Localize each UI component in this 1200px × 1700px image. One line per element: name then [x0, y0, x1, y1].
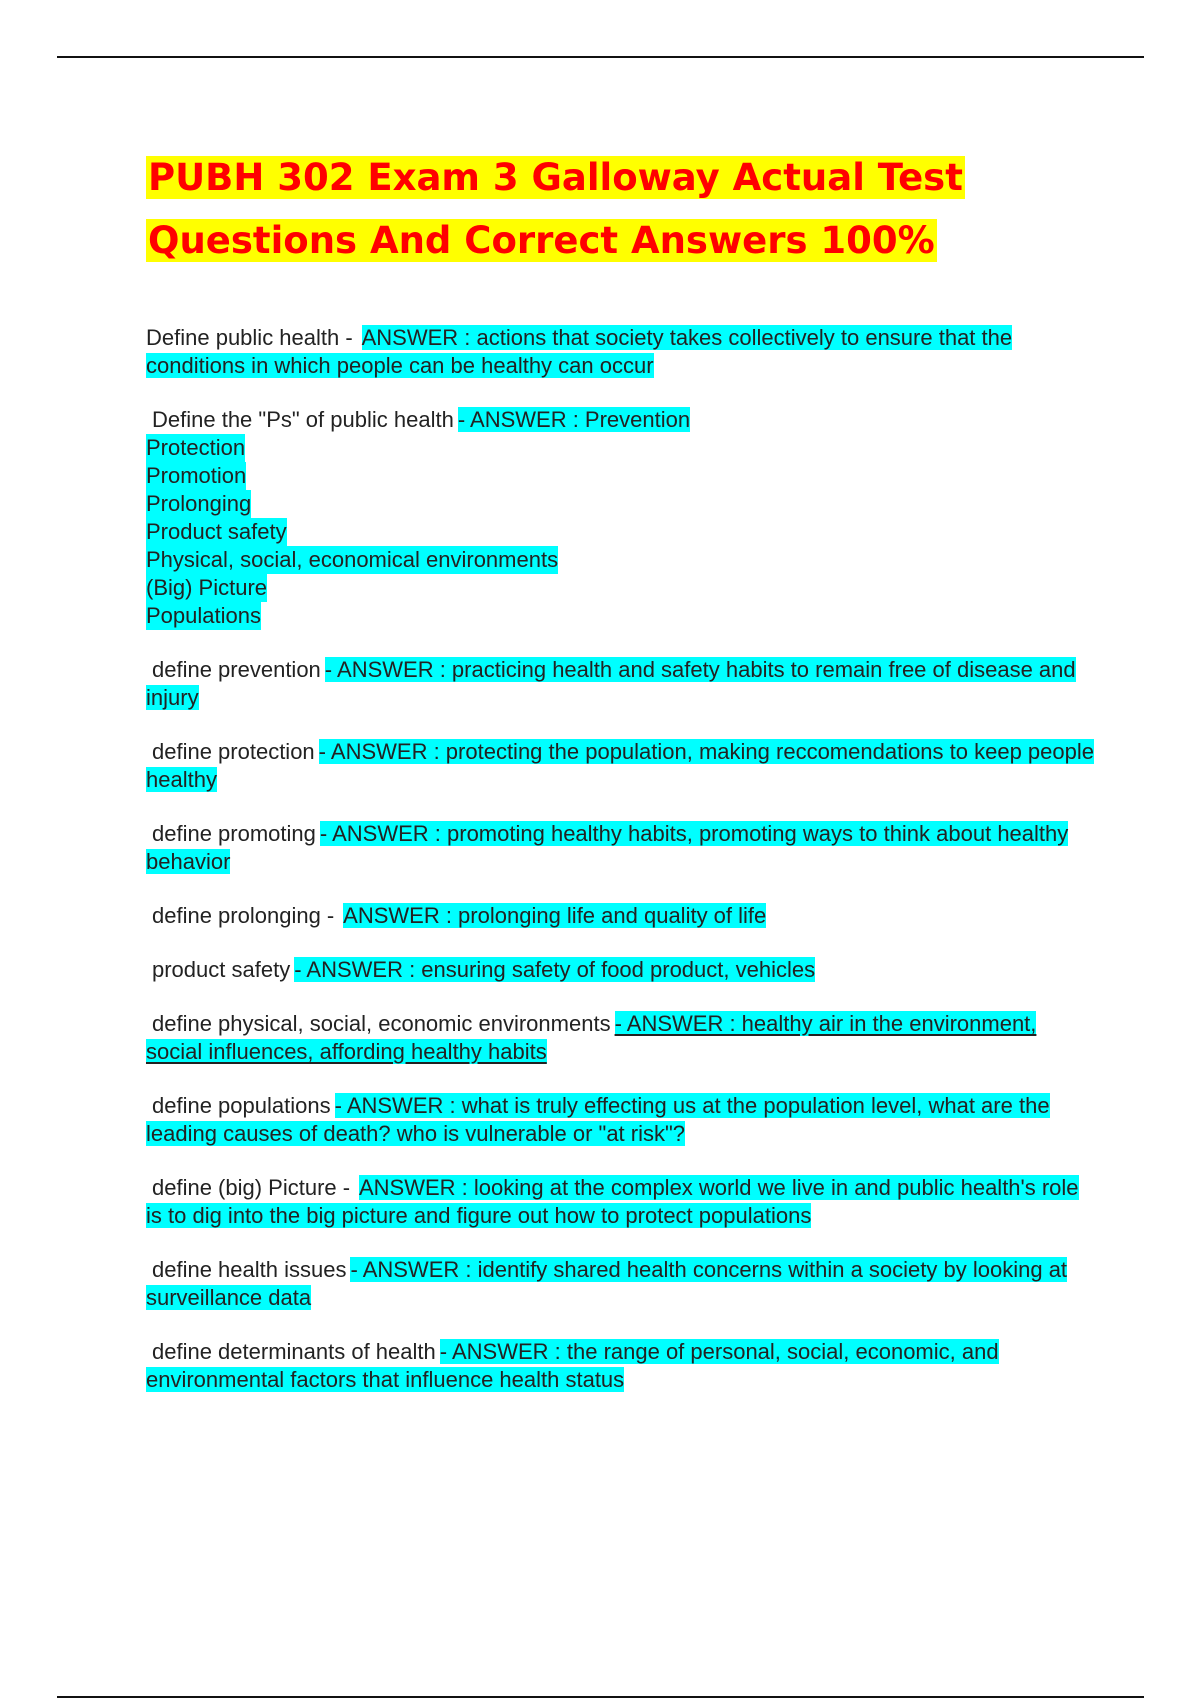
qa-item: [146, 1338, 1096, 1394]
qa-item: [146, 324, 1096, 380]
qa-item: [146, 406, 1096, 630]
answer-text: - ANSWER : healthy air in the environment, social influences, affording healthy habits: [146, 1011, 1037, 1064]
list-item: Populations: [146, 603, 261, 628]
question-text: define prolonging -: [152, 903, 335, 928]
answer-text: ANSWER : actions that society takes collectively to ensure that the conditions in which people can be healthy can occur: [146, 325, 1013, 378]
list-item: Prolonging: [146, 491, 252, 516]
question-text: define determinants of health: [152, 1339, 436, 1364]
qa-item: [146, 1010, 1096, 1066]
answer-text: ANSWER : prolonging life and quality of life: [343, 903, 767, 928]
answer-text: - ANSWER : the range of personal, social, economic, and environmental factors that influence health status: [146, 1339, 999, 1392]
qa-item: [146, 956, 1096, 984]
question-text: Define public health -: [146, 325, 353, 350]
answer-text: - ANSWER : promoting healthy habits, promoting ways to think about healthy behavior: [146, 821, 1069, 874]
question-text: Define the "Ps" of public health: [152, 407, 454, 432]
question-text: define protection: [152, 739, 315, 764]
title-line-1: PUBH 302 Exam 3 Galloway Actual Test: [148, 156, 963, 199]
answer-text: - ANSWER : ensuring safety of food product, vehicles: [294, 957, 816, 982]
qa-item: [146, 1092, 1096, 1148]
qa-item: [146, 738, 1096, 794]
question-text: define populations: [152, 1093, 331, 1118]
list-item: Promotion: [146, 463, 247, 488]
list-item: Protection: [146, 435, 246, 460]
top-rule: [57, 56, 1144, 58]
answer-text: - ANSWER : practicing health and safety habits to remain free of disease and injury: [146, 657, 1076, 710]
question-text: define prevention: [152, 657, 321, 682]
page-title: [146, 146, 1096, 272]
bottom-rule: [57, 1696, 1144, 1698]
qa-item: [146, 820, 1096, 876]
answer-text: - ANSWER : what is truly effecting us at the population level, what are the leading causes of death? who is vulnerable or "at risk"?: [146, 1093, 1050, 1146]
document-body: [146, 146, 1096, 1420]
list-item: Physical, social, economical environments: [146, 547, 559, 572]
question-text: define physical, social, economic environments: [152, 1011, 611, 1036]
list-item: (Big) Picture: [146, 575, 268, 600]
question-text: product safety: [152, 957, 291, 982]
qa-item: [146, 656, 1096, 712]
answer-text: ANSWER : looking at the complex world we live in and public health's role is to dig into the big picture and figure out how to protect populations: [146, 1175, 1079, 1228]
question-text: define promoting: [152, 821, 316, 846]
list-item: Product safety: [146, 519, 287, 544]
title-line-2: Questions And Correct Answers 100%: [148, 219, 935, 262]
qa-item: [146, 902, 1096, 930]
answer-text: - ANSWER : protecting the population, making reccomendations to keep people healthy: [146, 739, 1094, 792]
question-text: define health issues: [152, 1257, 347, 1282]
answer-text: - ANSWER : identify shared health concerns within a society by looking at surveillance data: [146, 1257, 1068, 1310]
qa-item: [146, 1256, 1096, 1312]
question-text: define (big) Picture -: [152, 1175, 351, 1200]
qa-item: [146, 1174, 1096, 1230]
answer-text: - ANSWER : Prevention: [457, 407, 691, 432]
